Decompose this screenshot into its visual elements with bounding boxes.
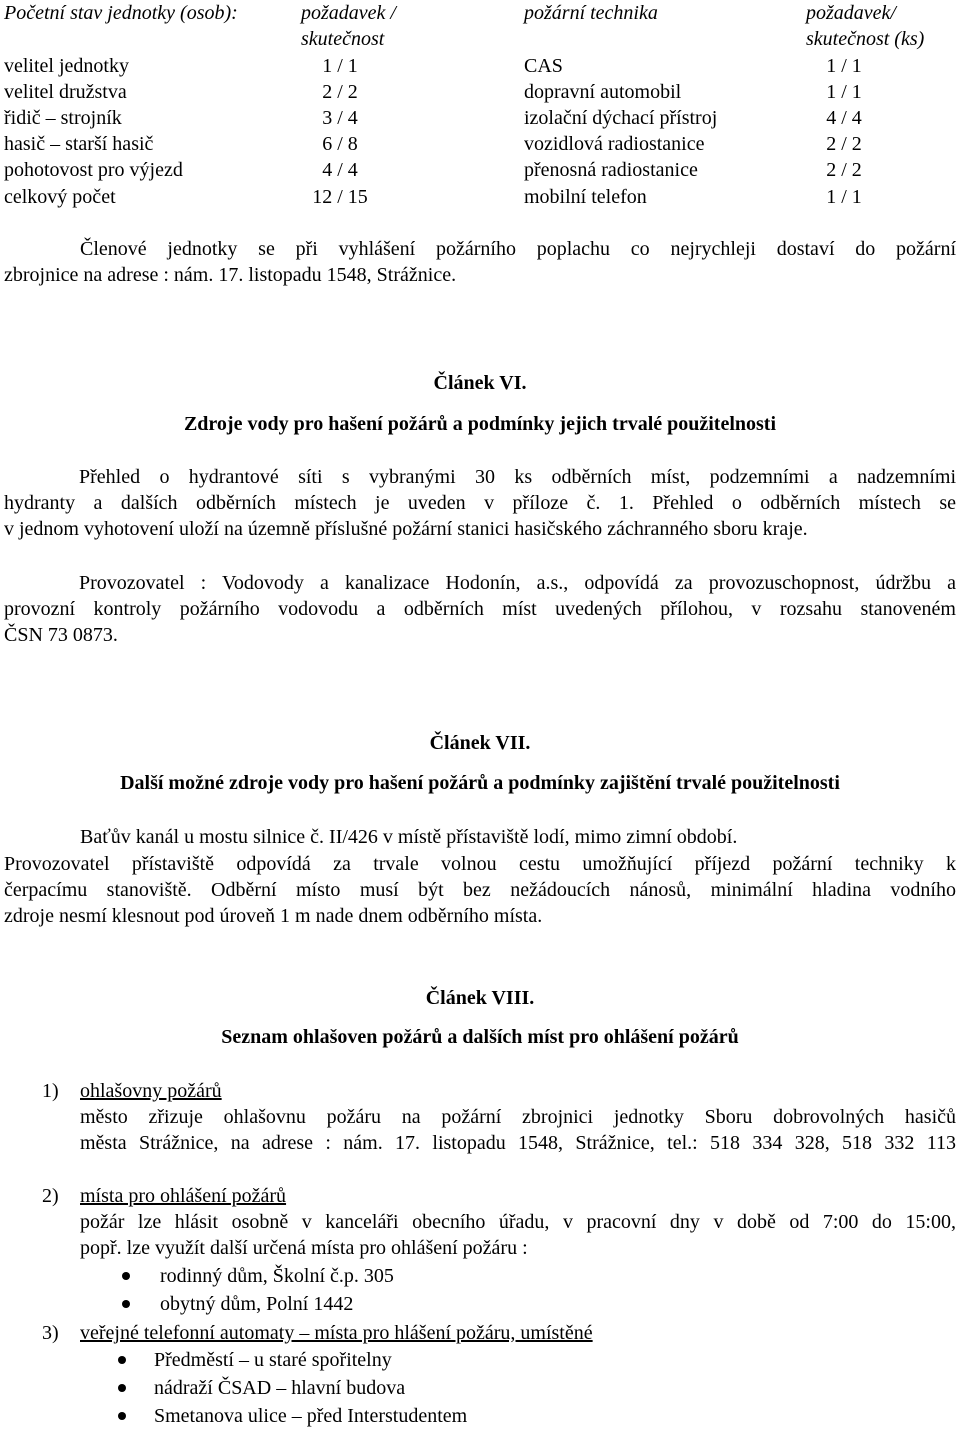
bullet-item: rodinný dům, Školní č.p. 305 [160, 1265, 394, 1287]
paragraph-line: Provozovatel přístaviště odpovídá za trvale volnou cestu umožňující příjezd požární techniky k [4, 853, 956, 875]
article-6-paragraph-2 [4, 570, 956, 648]
paragraph-line: Provozovatel : Vodovody a kanalizace Hodonín, a.s., odpovídá za provozuschopnost, údržbu a [79, 572, 956, 594]
paragraph-line: ČSN 73 0873. [4, 624, 118, 646]
article-6-title: Zdroje vody pro hašení požárů a podmínky jejich trvalé použitelnosti [183, 413, 777, 435]
item-number: 1) [42, 1080, 59, 1102]
table-header-eq-actual: skutečnost (ks) [806, 28, 925, 50]
count-cell: 6 / 8 [322, 133, 358, 155]
table-header-equipment: požární technika [524, 2, 658, 24]
bullet-icon [118, 1356, 126, 1364]
bullet-icon [122, 1300, 130, 1308]
paragraph-line: popř. lze využít další určená místa pro ohlášení požáru : [80, 1237, 528, 1259]
bullet-icon [122, 1272, 130, 1280]
role-cell: řidič – strojník [4, 107, 122, 129]
item-text [80, 1104, 956, 1156]
count-cell: 4 / 4 [322, 159, 358, 181]
article-8-title: Seznam ohlašoven požárů a dalších míst pro ohlášení požárů [221, 1026, 739, 1048]
bullet-item: nádraží ČSAD – hlavní budova [154, 1377, 406, 1399]
item-text [80, 1209, 956, 1261]
eq-count-cell: 2 / 2 [826, 159, 862, 181]
bullet-icon [118, 1384, 126, 1392]
bullet-item: Předměstí – u staré spořitelny [154, 1349, 392, 1371]
article-7-title: Další možné zdroje vody pro hašení požárů a podmínky zajištění trvalé použitelnosti [120, 772, 840, 794]
equipment-cell: izolační dýchací přístroj [524, 107, 718, 129]
eq-count-cell: 1 / 1 [826, 55, 862, 77]
count-cell: 12 / 15 [312, 186, 368, 208]
paragraph-line: město zřizuje ohlašovnu požáru na požární zbrojnici jednotky Sboru dobrovolných hasičů [80, 1106, 956, 1128]
paragraph-line: Členové jednotky se při vyhlášení požárního poplachu co nejrychleji dostaví do požární [80, 238, 956, 260]
paragraph-line: hydranty a dalších odběrních místech je uveden v příloze č. 1. Přehled o odběrních místech se [4, 492, 956, 514]
eq-count-cell: 4 / 4 [826, 107, 862, 129]
paragraph-line: požár lze hlásit osobně v kanceláři obecního úřadu, v pracovní dny v době od 7:00 do 15:00, [80, 1211, 956, 1233]
table-header-requirement: požadavek / [301, 2, 396, 24]
count-cell: 1 / 1 [322, 55, 358, 77]
equipment-cell: přenosná radiostanice [524, 159, 698, 181]
paragraph-line: zdroje nesmí klesnout pod úroveň 1 m nade dnem odběrního místa. [4, 905, 543, 927]
role-cell: hasič – starší hasič [4, 133, 154, 155]
item-number: 3) [42, 1322, 59, 1344]
members-note-line2: zbrojnice na adrese : nám. 17. listopadu 1548, Strážnice. [4, 264, 457, 286]
eq-count-cell: 1 / 1 [826, 186, 862, 208]
article-6-heading: Článek VI. [433, 372, 527, 394]
item-title: veřejné telefonní automaty – místa pro hlášení požáru, umístěné [80, 1322, 593, 1344]
table-header-actual: skutečnost [301, 28, 385, 50]
table-header-unit-count: Početní stav jednotky (osob): [4, 2, 238, 24]
item-number: 2) [42, 1185, 59, 1207]
bullet-item: obytný dům, Polní 1442 [160, 1293, 354, 1315]
equipment-cell: dopravní automobil [524, 81, 682, 103]
item-title: místa pro ohlášení požárů [80, 1185, 287, 1207]
article-6-paragraph-1 [4, 464, 956, 542]
role-cell: celkový počet [4, 186, 116, 208]
article-7-heading: Článek VII. [429, 732, 531, 754]
role-cell: velitel družstva [4, 81, 127, 103]
article-7-first-line: Baťův kanál u mostu silnice č. II/426 v místě přístaviště lodí, mimo zimní období. [80, 826, 738, 848]
eq-count-cell: 1 / 1 [826, 81, 862, 103]
paragraph-line: v jednom vyhotovení uloží na územně příslušné požární stanici hasičského záchranného sboru kraje. [4, 518, 808, 540]
count-cell: 3 / 4 [322, 107, 358, 129]
table-header-eq-requirement: požadavek/ [806, 2, 896, 24]
paragraph-line: čerpacímu stanoviště. Odběrní místo musí být bez nežádoucích nánosů, minimální hladina vodního [4, 879, 956, 901]
role-cell: pohotovost pro výjezd [4, 159, 183, 181]
article-7-paragraph [4, 851, 956, 929]
eq-count-cell: 2 / 2 [826, 133, 862, 155]
paragraph-line: Přehled o hydrantové síti s vybranými 30 ks odběrních míst, podzemními a nadzemními [79, 466, 956, 488]
equipment-cell: CAS [524, 55, 563, 77]
article-8-heading: Článek VIII. [425, 987, 535, 1009]
members-note [4, 236, 956, 262]
bullet-icon [118, 1412, 126, 1420]
equipment-cell: mobilní telefon [524, 186, 647, 208]
count-cell: 2 / 2 [322, 81, 358, 103]
paragraph-line: města Strážnice, na adrese : nám. 17. listopadu 1548, Strážnice, tel.: 518 334 328, 518 332 113 [80, 1132, 956, 1154]
item-title: ohlašovny požárů [80, 1080, 222, 1102]
equipment-cell: vozidlová radiostanice [524, 133, 705, 155]
bullet-item: Smetanova ulice – před Interstudentem [154, 1405, 468, 1427]
paragraph-line: provozní kontroly požárního vodovodu a odběrních míst uvedených přílohou, v rozsahu stanoveném [4, 598, 956, 620]
role-cell: velitel jednotky [4, 55, 129, 77]
